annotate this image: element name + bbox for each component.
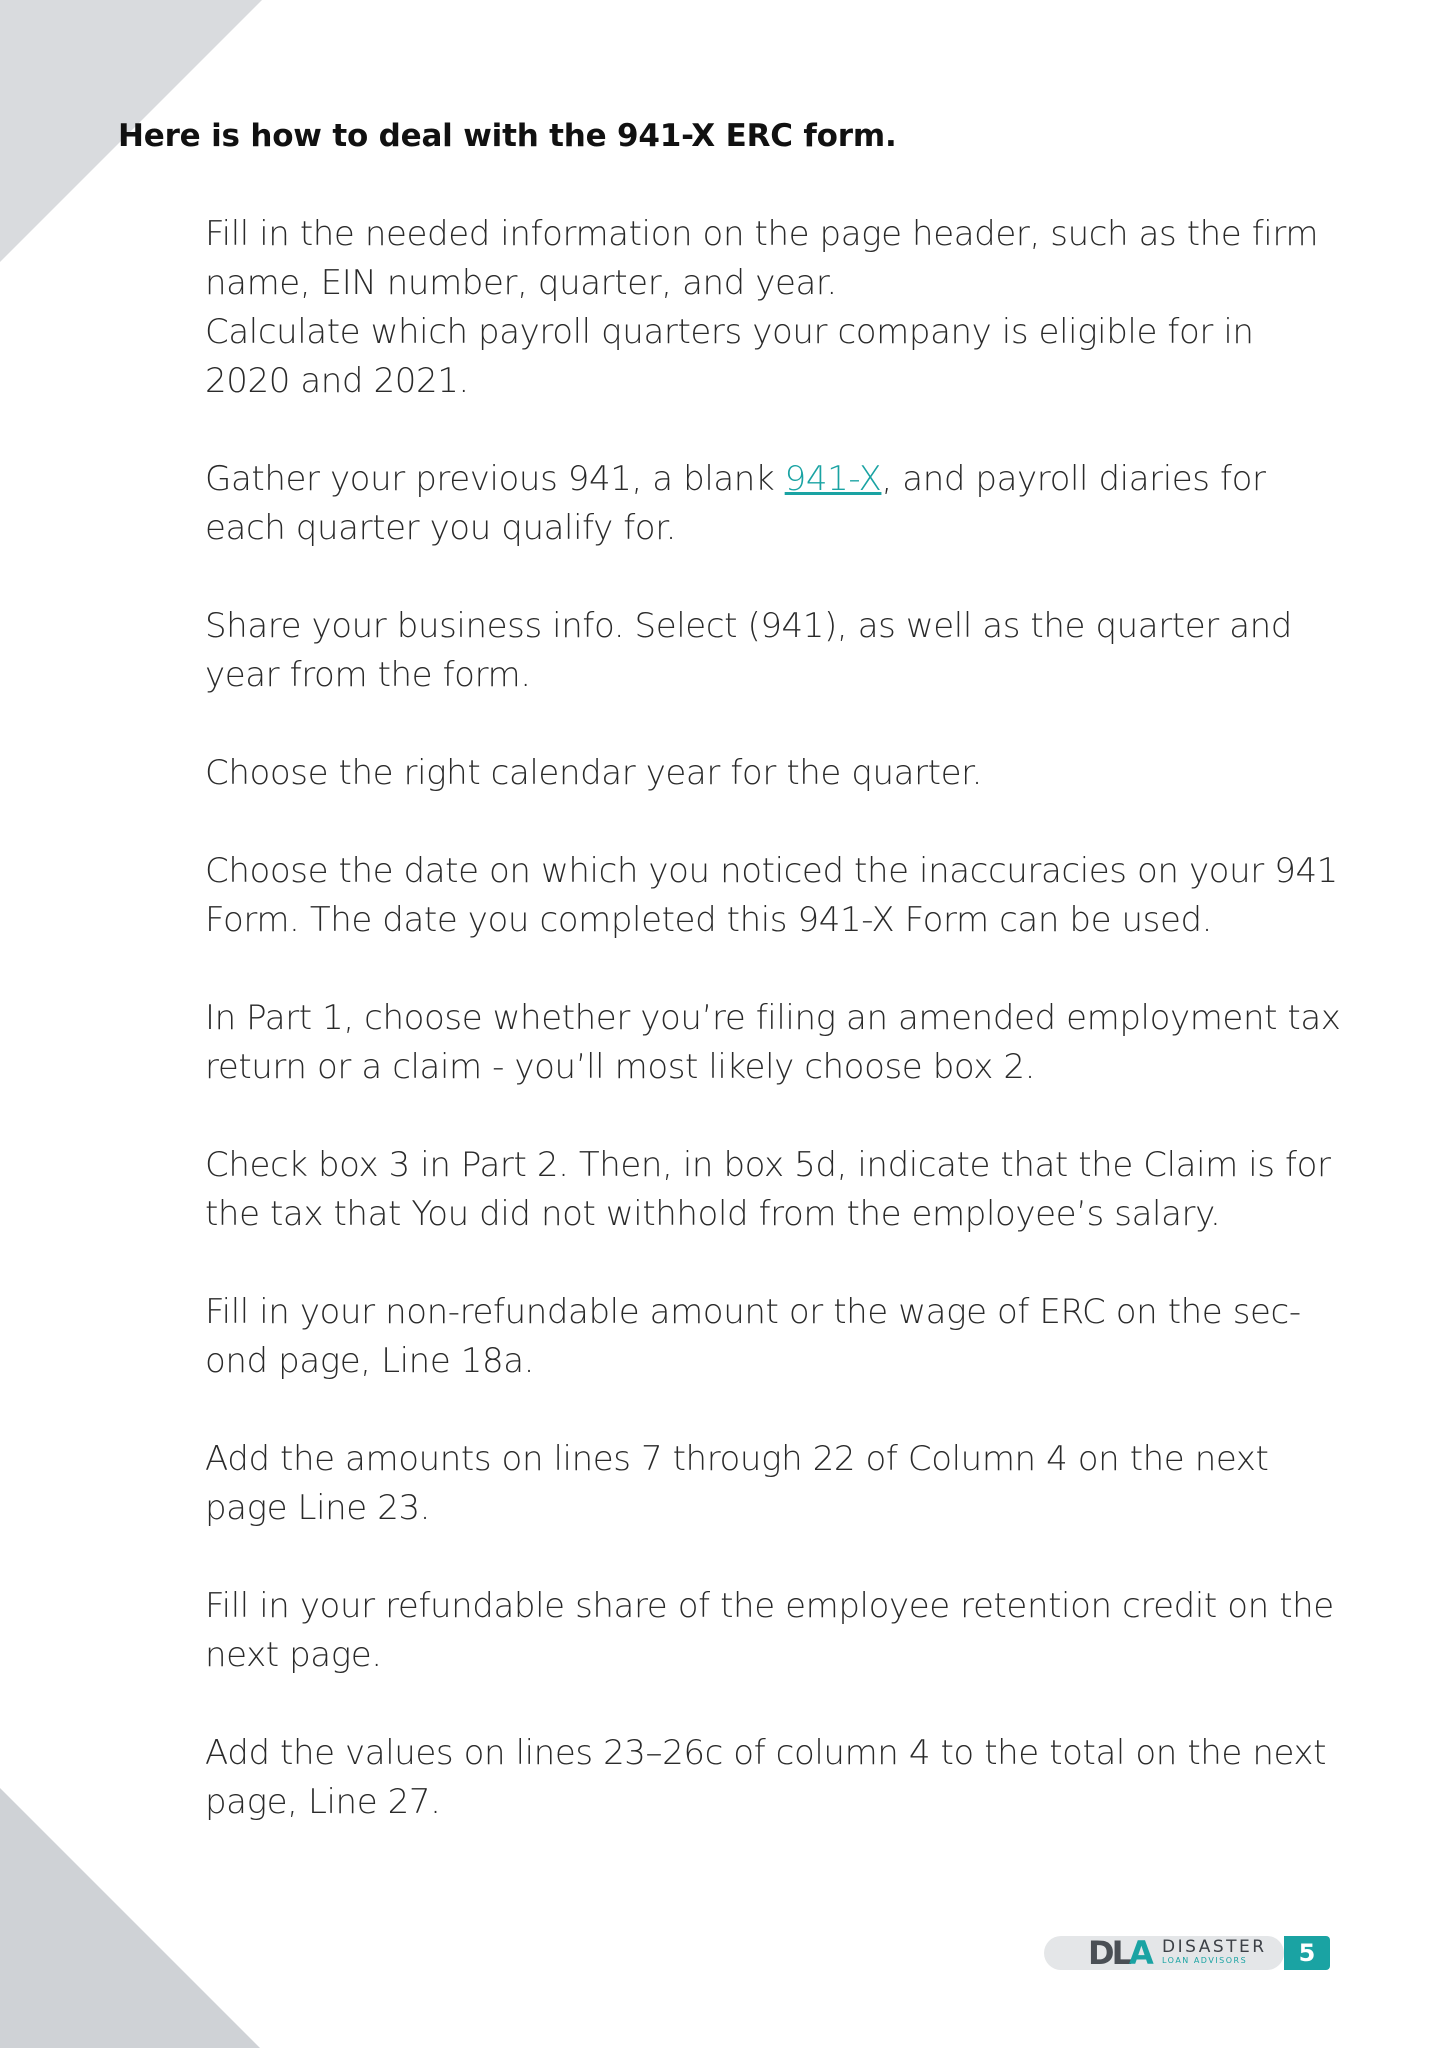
page-number: 5 [1284, 1936, 1330, 1970]
step-10: Add the amounts on lines 7 through 22 of Column 4 on the next page Line 23. [205, 1439, 1269, 1528]
step-3-text-after: , and payroll diaries for each quarter you qualify for. [205, 459, 1266, 548]
step-2: Calculate which payroll quarters your company is eligible for in 2020 and 2021. [205, 312, 1254, 401]
logo-letter-d: D [1088, 1934, 1112, 1972]
instructions-list [205, 210, 1345, 1876]
dla-logo-wordmark [1162, 1939, 1267, 1966]
step-4: Share your business info. Select (941), as well as the quarter and year from the form. [205, 606, 1292, 695]
logo-word-loan-advisors: LOAN ADVISORS [1162, 1956, 1248, 1965]
step-9: Fill in your non-refundable amount or the wage of ERC on the sec-ond page, Line 18a. [205, 1292, 1301, 1381]
logo-letter-a: A [1128, 1934, 1151, 1972]
step-1: Fill in the needed information on the page header, such as the firm name, EIN number, quarter, and year. [205, 214, 1319, 303]
form-941x-link[interactable]: 941-X [784, 459, 882, 499]
step-6: Choose the date on which you noticed the inaccuracies on your 941 Form. The date you completed this 941-X Form can be used. [205, 851, 1338, 940]
step-12: Add the values on lines 23–26c of column 4 to the total on the next page, Line 27. [205, 1733, 1327, 1822]
step-3 [205, 455, 1345, 553]
logo-word-disaster: DISASTER [1162, 1937, 1267, 1957]
step-8: Check box 3 in Part 2. Then, in box 5d, indicate that the Claim is for the tax that You did not withhold from the employee’s salary. [205, 1145, 1331, 1234]
page-footer [1044, 1936, 1330, 1970]
footer-logo-pill [1044, 1936, 1284, 1970]
step-5: Choose the right calendar year for the quarter. [205, 753, 982, 793]
step-7: In Part 1, choose whether you’re filing an amended employment tax return or a claim - you’ll most likely choose box 2. [205, 998, 1341, 1087]
page-heading: Here is how to deal with the 941-X ERC form. [118, 118, 897, 154]
logo-letter-l: L [1111, 1934, 1129, 1972]
step-11: Fill in your refundable share of the employee retention credit on the next page. [205, 1586, 1334, 1675]
step-3-text-before: Gather your previous 941, a blank [205, 459, 785, 499]
dla-logo-mark [1088, 1936, 1151, 1970]
